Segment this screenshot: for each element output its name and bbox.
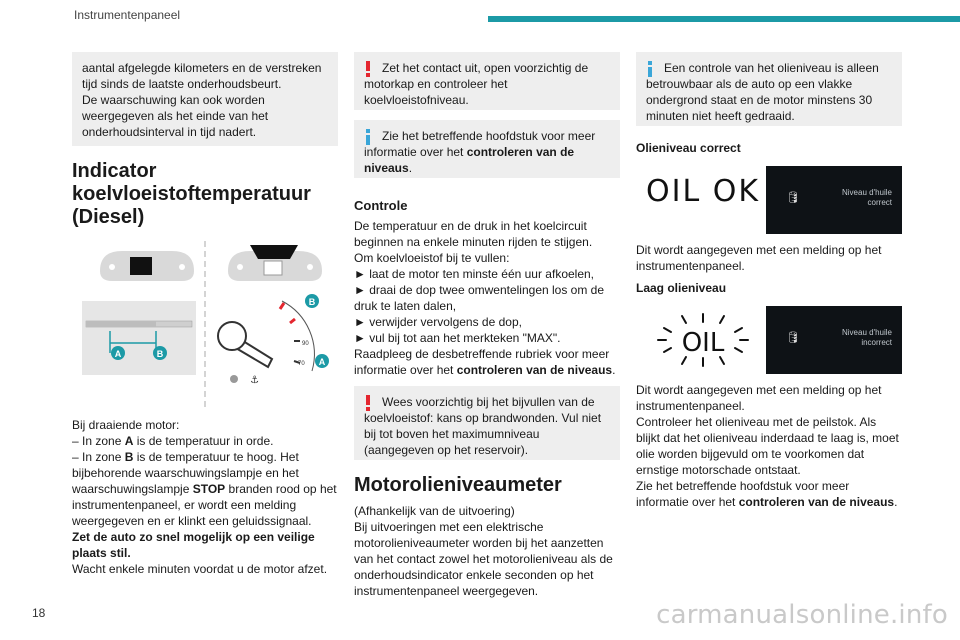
warning-1-text: Zet het contact uit, open voorzichtig de motorkap en controleer het koelvloeistofniveau. [364,61,589,107]
note-text-1: aantal afgelegde kilometers en de verstreken tijd sinds de laatste onderhoudsbeurt. [82,61,322,91]
label-b-bar: B [156,349,164,359]
oil-correct-heading: Olieniveau correct [636,141,741,155]
coolant-text [72,417,338,577]
oil-ok-message: Niveau d'huile correct [841,188,892,207]
label-a-dial: A [318,357,326,367]
coolant-gauge-illustration [72,241,338,411]
zone-b-line: – In zone B is de temperatuur te hoog. Het bijbehorende waarschuwingslampje en het waarschuwingslampje STOP branden rood op het instrumentenpaneel, er wordt een melding weergegeven en er klinkt een geluidssignaal. [72,450,337,528]
low-desc-2: Controleer het olieniveau met de peilstok. Als blijkt dat het olieniveau inderdaad te laag is, moet olie worden bijgevuld om te voorkomen dat ernstige motorschade ontstaat. [636,415,899,477]
svg-text:⚓: ⚓ [250,375,259,386]
dial-gauge [218,294,329,386]
column-2 [354,52,620,599]
warning-exclamation-icon [364,395,372,411]
step-1: ► laat de motor ten minste één uur afkoelen, [354,267,595,281]
warning-2-text: Wees voorzichtig bij het bijvullen van de koelvloeistof: kans op brandwonden. Vul niet bij tot boven het maximumniveau (aangegeven op het reservoir). [364,395,602,457]
info-oil-text: Een controle van het olieniveau is alleen betrouwbaar als de auto op een vlakke ondergrond staat en de motor minstens 30 minuten niet heeft gedraaid. [646,61,879,123]
intro-line: Bij draaiende motor: [72,418,180,432]
label-b-dial: B [308,297,316,307]
oil-low-heading: Laag olieniveau [636,281,727,295]
step-2: ► draai de dop twee omwentelingen los om de druk te laten dalen, [354,283,605,313]
label-a-bar: A [114,349,122,359]
page-number: 18 [32,606,46,620]
note-text-2: De waarschuwing kan ook worden weergegeven als het einde van het onderhoudsinterval in tijd nadert. [82,93,269,139]
watermark: carmanualsonline.info [656,600,948,630]
oil-ok-text: OIL OK [646,174,760,209]
running-header: Instrumentenpaneel [74,8,181,22]
oil-low-text: OIL [681,328,725,358]
tick-90: 90 [302,341,309,347]
column-3 [636,52,902,510]
info-icon [646,61,654,77]
controle-p1: De temperatuur en de druk in het koelcircuit beginnen na enkele minuten rijden te stijgen. [354,219,593,249]
tick-70: 70 [298,361,305,367]
info-box-1 [354,120,620,178]
warning-box-2 [354,386,620,460]
step-3: ► verwijder vervolgens de dop, [354,315,522,329]
section-heading-coolant: Indicator koelvloeistoftemperatuur (Diesel) [72,160,311,228]
cluster-icon-left [100,251,194,281]
section-heading-oil: Motorolieniveaumeter [354,474,562,496]
cluster-icon-right [228,245,322,281]
info-box-oil [636,52,902,126]
continued-note-box [72,52,338,146]
low-desc-1: Dit wordt aangegeven met een melding op het instrumentenpaneel. [636,383,882,413]
oil-ok-display [636,166,902,234]
stop-safely-line: Zet de auto zo snel mogelijk op een veilige plaats stil. [72,530,315,560]
header-accent-bar [488,16,960,22]
oil-p2: Bij uitvoeringen met een elektrische motorolieniveaumeter worden bij het aanzetten van het contact zowel het motorolieniveau als de onderhoudsindicator enkele seconden op het instrumentenpaneel weergegeven. [354,520,613,598]
warning-box-1 [354,52,620,110]
controle-ref: Raadpleeg de desbetreffende rubriek voor meer informatie over het controleren van de niveaus. [354,347,616,377]
info-1-text: Zie het betreffende hoofdstuk voor meer informatie over het controleren van de niveaus. [364,129,596,175]
bar-gauge [82,301,196,375]
controle-heading: Controle [354,198,408,213]
oil-can-icon: 🛢 [786,332,800,344]
coolant-gauge-figure [72,241,338,411]
wait-line: Wacht enkele minuten voordat u de motor afzet. [72,562,328,576]
correct-desc: Dit wordt aangegeven met een melding op het instrumentenpaneel. [636,243,882,273]
controle-p2: Om koelvloeistof bij te vullen: [354,251,510,265]
oil-low-message: Niveau d'huile incorrect [841,328,892,347]
oil-low-display [636,306,902,374]
oil-p1: (Afhankelijk van de uitvoering) [354,504,515,518]
oil-low-glow-icon [646,310,760,370]
info-icon [364,129,372,145]
low-ref: Zie het betreffende hoofdstuk voor meer informatie over het controleren van de niveaus. [636,479,898,509]
warning-exclamation-icon [364,61,372,77]
oil-can-icon: 🛢 [786,192,800,204]
column-1 [72,52,338,577]
step-4: ► vul bij tot aan het merkteken "MAX". [354,331,561,345]
zone-a-line: – In zone A is de temperatuur in orde. [72,434,274,448]
